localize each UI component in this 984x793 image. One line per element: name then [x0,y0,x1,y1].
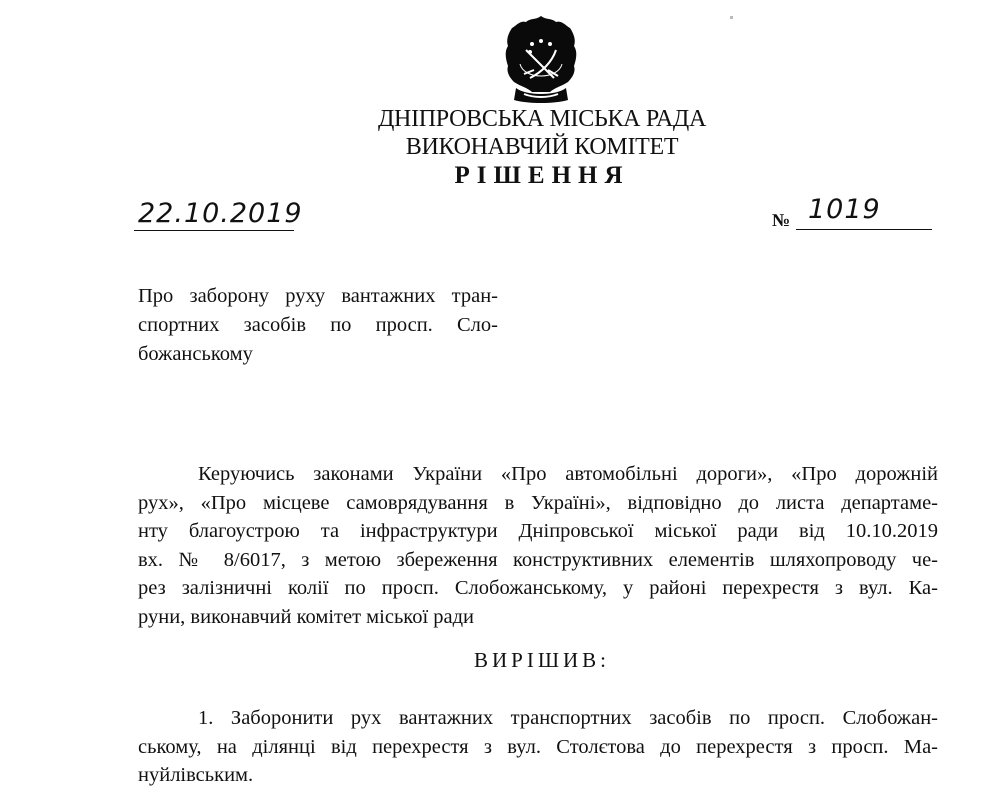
document-type: РІШЕННЯ [454,162,630,189]
decision-date-field [134,198,303,231]
preamble-line: нту благоустрою та інфраструктури Дніпровської міської ради від 10.10.2019 [138,520,938,542]
item-line: ському, на ділянці від перехрестя з вул. Столєтова до перехрестя з просп. Ма- [138,735,938,758]
decided-heading: ВИРІШИВ: [473,648,611,672]
number-label: № [772,210,791,230]
preamble-line: рез залізничні колії по просп. Слобожанському, у районі перехрестя з вул. Ка- [138,577,938,599]
preamble-line: рух», «Про місцеве самоврядування в Україні», відповідно до листа департаме- [138,491,938,514]
decision-item-1 [138,704,938,790]
decision-number: 1019 [808,194,881,225]
subject-line: Про заборону руху вантажних тран- [138,285,498,307]
preamble-line: руни, виконавчий комітет міської ради [138,605,475,628]
decision-subject [138,282,498,369]
preamble-paragraph [138,460,938,631]
item-line: нуйлівським. [138,764,254,786]
item-line: 1. Заборонити рух вантажних транспортних засобів по просп. Слобожан- [198,707,938,729]
subject-line: божанському [138,343,253,365]
coat-of-arms-icon [502,14,580,104]
council-name: ДНІПРОВСЬКА МІСЬКА РАДА [377,106,706,132]
preamble-line: вх. № 8/6017, з метою збереження конструктивних елементів шляхопроводу че- [138,548,938,571]
scan-speck [730,16,733,19]
committee-name: ВИКОНАВЧИЙ КОМІТЕТ [405,134,679,160]
preamble-line: Керуючись законами України «Про автомобільні дороги», «Про дорожній [198,463,938,485]
decision-date: 22.10.2019 [138,198,303,229]
subject-line: спортних засобів по просп. Сло- [138,314,498,336]
number-underline [796,229,932,230]
